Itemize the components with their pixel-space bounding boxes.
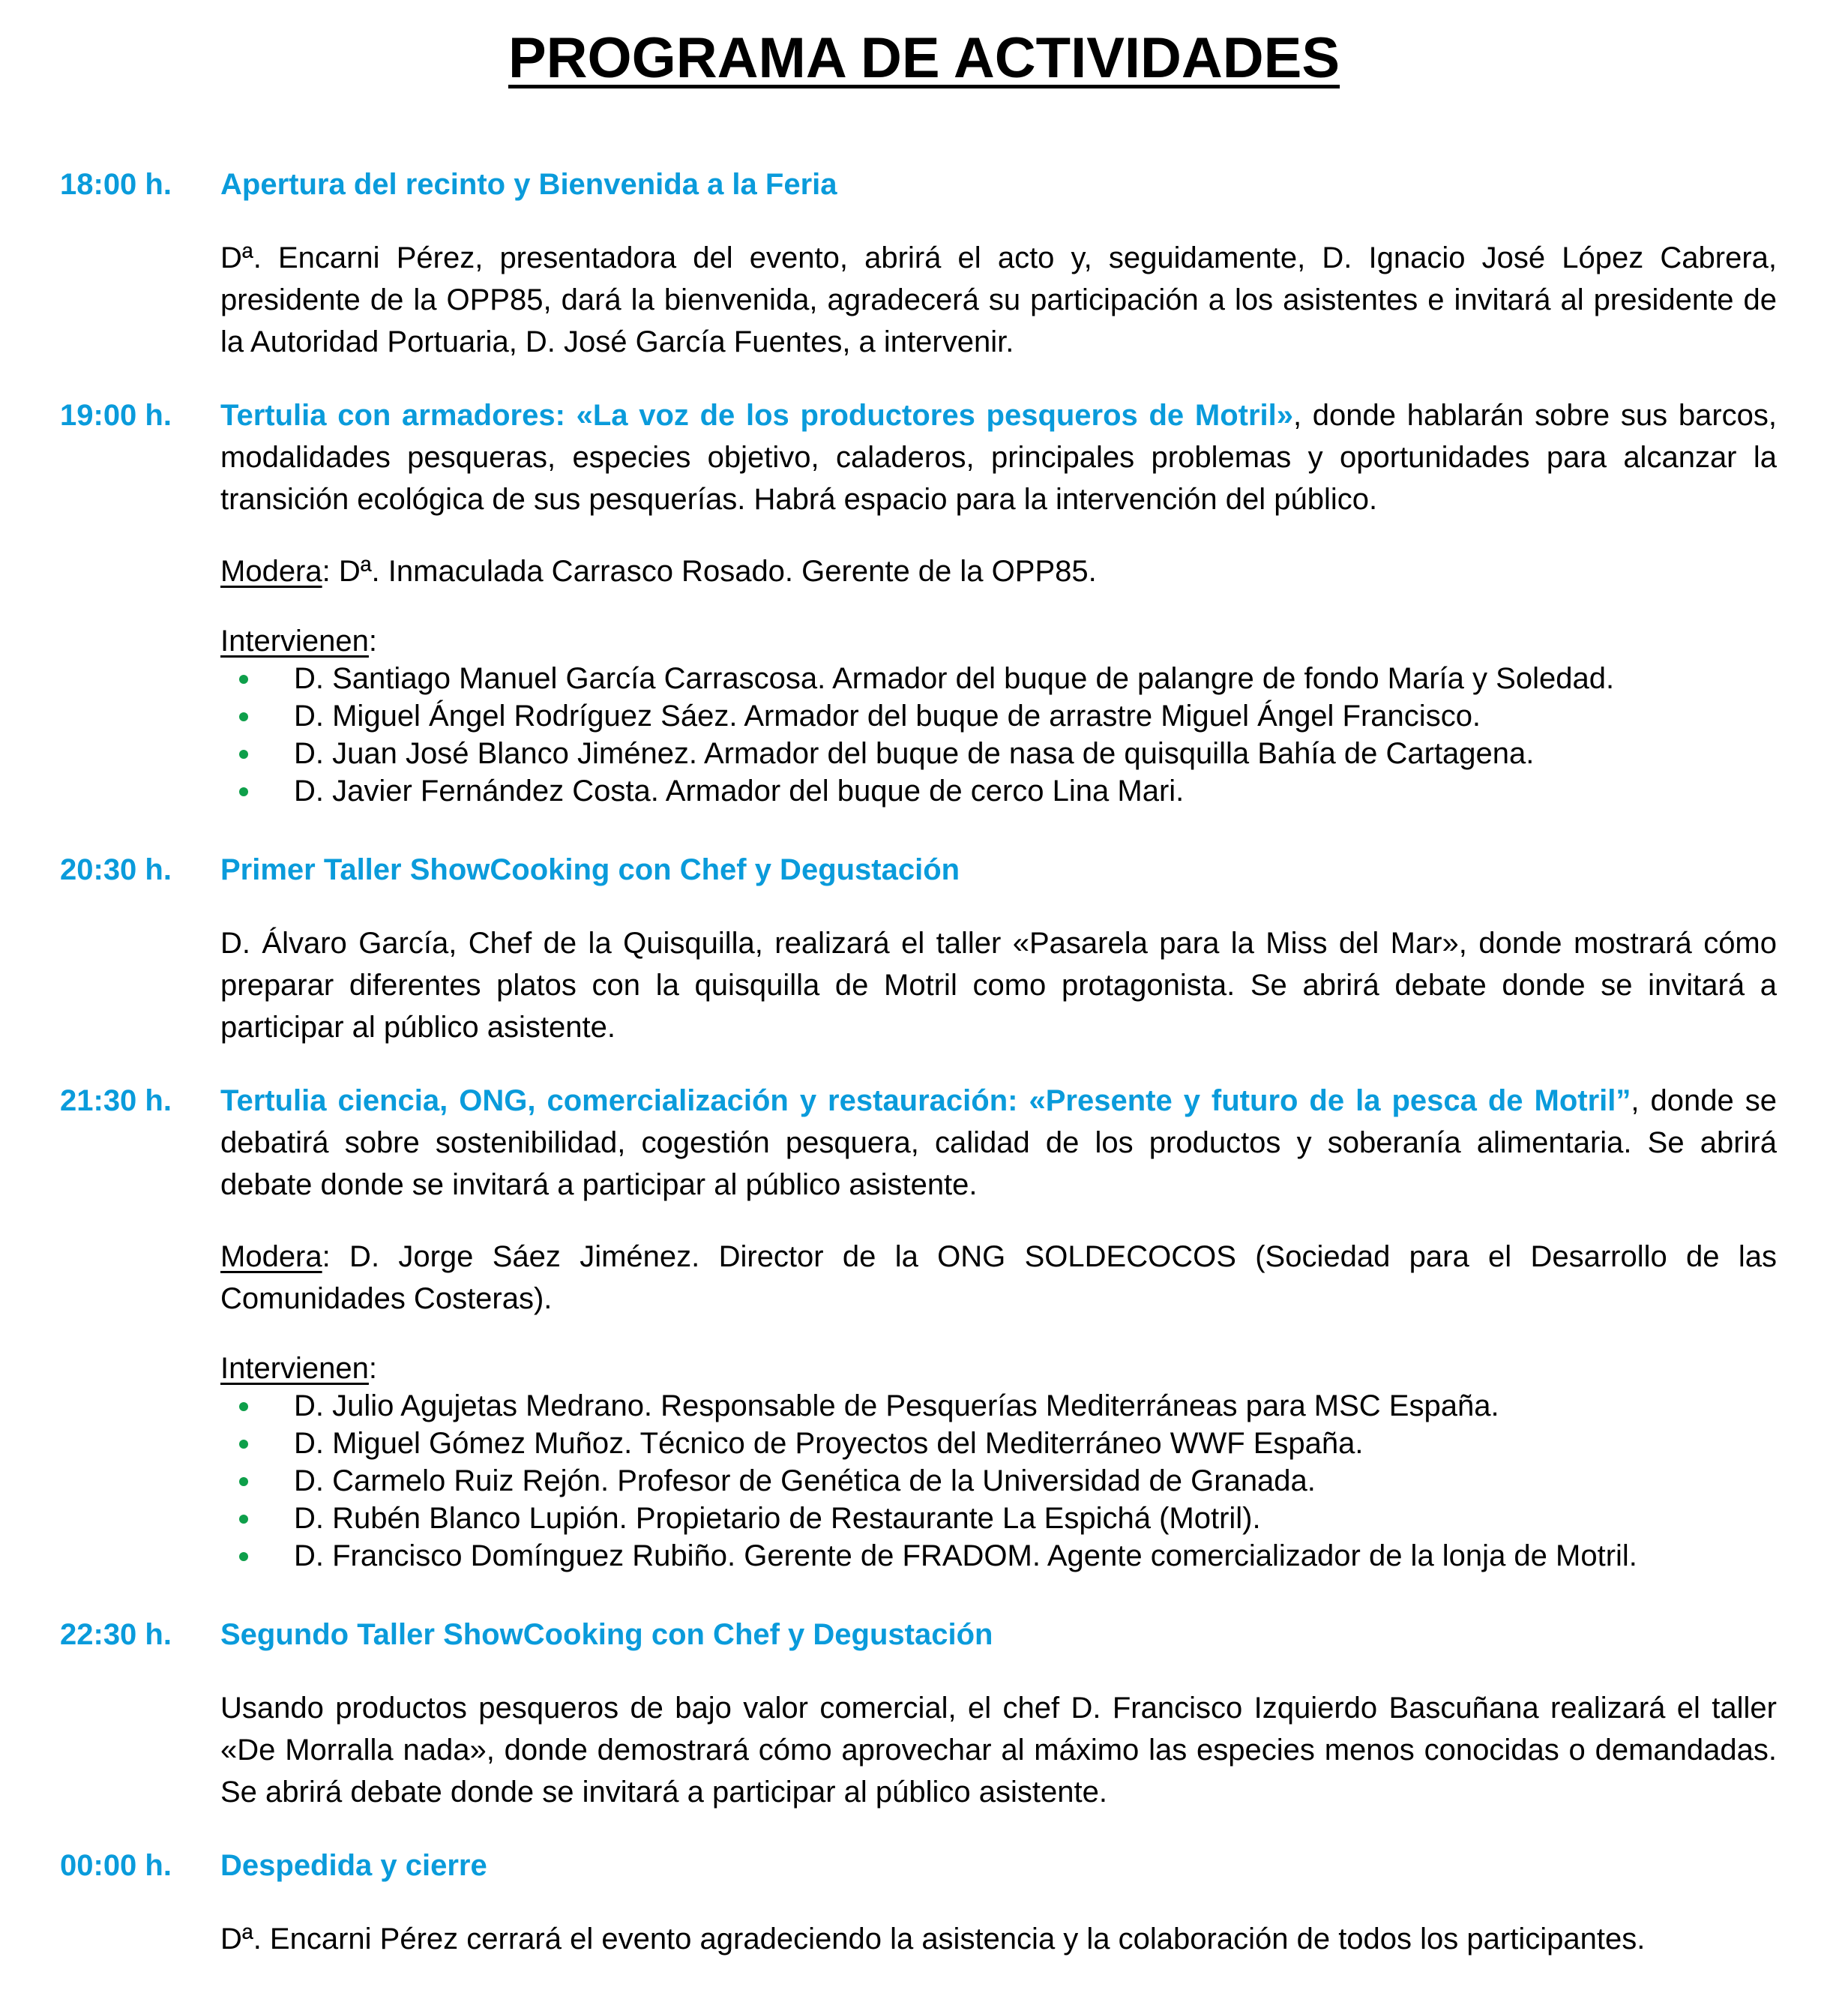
list-item [220,1425,1777,1462]
bullet-icon [239,675,248,684]
list-item [220,1387,1777,1425]
event-time: 20:30 h. [60,853,172,886]
event-intro [220,394,1777,520]
event-body [220,849,1777,1048]
speakers-label-colon: : [368,625,378,658]
event-description: D. Álvaro García, Chef de la Quisquilla, realizará el taller «Pasarela para la Miss del Mar», donde mostrará cómo preparar diferentes platos con la quisquilla de Motril como protagonista. Se abrirá debate donde se invitará a participar al público asistente. [220,927,1777,1044]
speakers-list [220,1387,1777,1575]
speakers-label-colon: : [368,1352,378,1385]
event-time: 18:00 h. [60,168,172,201]
speakers-list [220,660,1777,810]
moderator-label: Modera [220,555,322,588]
moderator-line [220,1236,1777,1320]
bullet-icon [239,1552,248,1561]
list-item [220,1537,1777,1575]
event-heading: Primer Taller ShowCooking con Chef y Degustación [220,853,960,886]
event-heading: Tertulia ciencia, ONG, comercialización y restauración: «Presente y futuro de la pesca de Motril” [220,1084,1631,1117]
event-time: 19:00 h. [60,399,172,432]
speakers-label-line [220,622,1777,660]
bullet-icon [239,787,248,796]
list-item [220,1462,1777,1500]
event-heading: Tertulia con armadores: «La voz de los productores pesqueros de Motril» [220,399,1293,432]
event-intro [220,1080,1777,1206]
speakers-label: Intervienen [220,1352,369,1385]
bullet-icon [239,750,248,759]
bullet-icon [239,712,248,721]
event-time: 00:00 h. [60,1849,172,1882]
event-time: 21:30 h. [60,1084,172,1117]
event-heading: Apertura del recinto y Bienvenida a la Feria [220,168,837,201]
event-body [220,1080,1777,1575]
speaker-text: D. Miguel Gómez Muñoz. Técnico de Proyectos del Mediterráneo WWF España. [294,1427,1364,1460]
bullet-icon [239,1477,248,1486]
bullet-icon [239,1402,248,1411]
event-body [220,1845,1777,1960]
event-description: Dª. Encarni Pérez cerrará el evento agradeciendo la asistencia y la colaboración de todos los participantes. [220,1923,1646,1956]
event-body [220,394,1777,810]
moderator-label: Modera [220,1240,322,1273]
moderator-name: : Dª. Inmaculada Carrasco Rosado. Gerente de la OPP85. [322,555,1097,588]
moderator-name: : D. Jorge Sáez Jiménez. Director de la ONG SOLDECOCOS (Sociedad para el Desarrollo de las Comunidades Costeras). [220,1240,1777,1315]
speaker-text: D. Carmelo Ruiz Rejón. Profesor de Genética de la Universidad de Granada. [294,1464,1316,1497]
speaker-text: D. Rubén Blanco Lupión. Propietario de Restaurante La Espichá (Motril). [294,1502,1261,1535]
event-heading: Segundo Taller ShowCooking con Chef y Degustación [220,1618,993,1651]
event-time: 22:30 h. [60,1618,172,1651]
bullet-icon [239,1440,248,1449]
list-item [220,1500,1777,1537]
speaker-text: D. Miguel Ángel Rodríguez Sáez. Armador del buque de arrastre Miguel Ángel Francisco. [294,700,1481,733]
event-description: , donde se debatirá sobre sostenibilidad, cogestión pesquera, calidad de los productos y soberanía alimentaria. Se abrirá debate donde se invitará a participar al público asistente. [220,1084,1777,1201]
speaker-text: D. Juan José Blanco Jiménez. Armador del buque de nasa de quisquilla Bahía de Cartagena. [294,737,1535,770]
speaker-text: D. Francisco Domínguez Rubiño. Gerente de FRADOM. Agente comercializador de la lonja de Motril. [294,1539,1637,1572]
speakers-label: Intervienen [220,625,369,658]
bullet-icon [239,1515,248,1524]
event-heading: Despedida y cierre [220,1849,487,1882]
event-body [220,1614,1777,1813]
list-item [220,697,1777,735]
speaker-text: D. Javier Fernández Costa. Armador del buque de cerco Lina Mari. [294,775,1185,808]
speakers-label-line [220,1350,1777,1387]
event-description: , donde hablarán sobre sus barcos, modalidades pesqueras, especies objetivo, caladeros, principales problemas y oportunidades para alcanzar la transición ecológica de sus pesquerías. Habrá espacio para la intervención del público. [220,399,1777,516]
event-description: Usando productos pesqueros de bajo valor comercial, el chef D. Francisco Izquierdo Bascuñana realizará el taller «De Morralla nada», donde demostrará cómo aprovechar al máximo las especies menos conocidas o demandadas. Se abrirá debate donde se invitará a participar al público asistente. [220,1692,1777,1809]
event-description: Dª. Encarni Pérez, presentadora del evento, abrirá el acto y, seguidamente, D. Ignacio José López Cabrera, presidente de la OPP85, dará la bienvenida, agradecerá su participación a los asistentes e invitará al presidente de la Autoridad Portuaria, D. José García Fuentes, a intervenir. [220,241,1777,358]
event-body [220,163,1777,363]
moderator-line [220,550,1777,592]
list-item [220,772,1777,810]
list-item [220,660,1777,697]
list-item [220,735,1777,772]
speaker-text: D. Santiago Manuel García Carrascosa. Armador del buque de palangre de fondo María y Soledad. [294,662,1615,695]
speaker-text: D. Julio Agujetas Medrano. Responsable de Pesquerías Mediterráneas para MSC España. [294,1389,1499,1422]
page-title-text: PROGRAMA DE ACTIVIDADES [508,26,1340,90]
page-title [0,26,1848,90]
